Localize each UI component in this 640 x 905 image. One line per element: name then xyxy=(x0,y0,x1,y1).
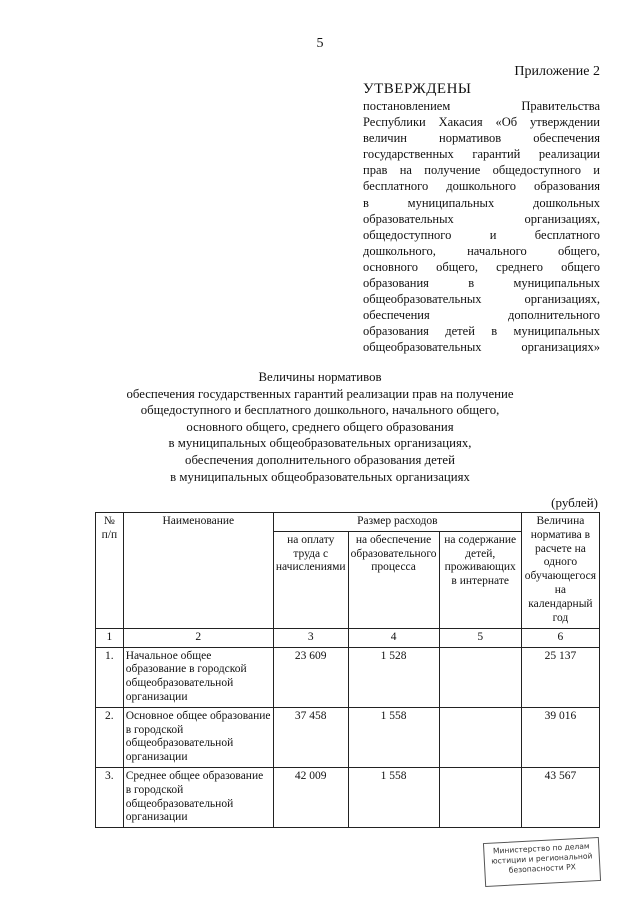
title-line: обеспечения дополнительного образования детей xyxy=(185,452,455,467)
approval-line: постановлением Правительства xyxy=(363,99,600,113)
approval-line: образования детей в муниципальных xyxy=(363,324,600,339)
row-total: 43 567 xyxy=(521,767,599,827)
header-labor: на оплату труда с начислениями xyxy=(273,531,348,628)
row-num: 2. xyxy=(96,707,124,767)
approval-line: основного общего, среднего общего xyxy=(363,259,600,274)
row-num: 3. xyxy=(96,767,124,827)
row-boarding xyxy=(439,767,521,827)
stamp-line: Министерство по делам xyxy=(492,841,590,856)
approval-line: общеобразовательных организациях, xyxy=(363,292,600,307)
approval-line: образования в муниципальных xyxy=(363,276,600,291)
row-labor: 37 458 xyxy=(273,707,348,767)
approval-line: государственных гарантий реализации xyxy=(363,147,600,162)
approval-title: УТВЕРЖДЕНЫ xyxy=(363,81,472,97)
approval-line: величин нормативов обеспечения xyxy=(363,131,600,146)
appendix-label: Приложение 2 xyxy=(514,64,600,79)
title-line: обеспечения государственных гарантий реализации прав на получение xyxy=(126,386,514,401)
header-boarding: на содержание детей, проживающих в интернате xyxy=(439,531,521,628)
norms-table xyxy=(95,512,600,828)
approval-line: общедоступного и бесплатного xyxy=(363,227,600,242)
header-expenses: Размер расходов xyxy=(273,513,521,532)
ministry-stamp xyxy=(483,837,601,887)
title-line: Величины нормативов xyxy=(258,370,382,384)
row-total: 39 016 xyxy=(521,707,599,767)
table-row xyxy=(96,647,600,707)
row-labor: 23 609 xyxy=(273,647,348,707)
row-edu: 1 558 xyxy=(348,707,439,767)
title-line: в муниципальных общеобразовательных организациях xyxy=(170,469,470,484)
column-index: 2 xyxy=(123,628,273,647)
approval-line: обеспечения дополнительного xyxy=(363,308,600,323)
row-edu: 1 528 xyxy=(348,647,439,707)
row-name: Основное общее образование в городской общеобразовательной организации xyxy=(123,707,273,767)
stamp-line: безопасности РХ xyxy=(508,862,577,875)
row-num: 1. xyxy=(96,647,124,707)
row-edu: 1 558 xyxy=(348,767,439,827)
column-index: 4 xyxy=(348,628,439,647)
column-index: 1 xyxy=(96,628,124,647)
approval-text xyxy=(363,98,600,356)
row-boarding xyxy=(439,707,521,767)
column-index: 3 xyxy=(273,628,348,647)
title-line: основного общего, среднего общего образования xyxy=(186,419,454,434)
title-line: в муниципальных общеобразовательных организациях, xyxy=(168,436,472,451)
header-num: № п/п xyxy=(96,513,124,629)
page-number: 5 xyxy=(316,36,324,51)
currency-note: (рублей) xyxy=(551,495,598,510)
approval-line: прав на получение общедоступного и xyxy=(363,163,600,178)
table-row xyxy=(96,767,600,827)
header-total: Величина норматива в расчете на одного обучающегося на календарный год xyxy=(521,513,599,629)
header-name: Наименование xyxy=(123,513,273,629)
approval-line: Республики Хакасия «Об утверждении xyxy=(363,115,600,130)
row-total: 25 137 xyxy=(521,647,599,707)
document-title xyxy=(40,369,600,485)
stamp-line: юстиции и региональной xyxy=(490,851,593,866)
approval-line: бесплатного дошкольного образования xyxy=(363,179,600,194)
column-index-row xyxy=(96,628,600,647)
approval-line: общеобразовательных организациях» xyxy=(363,340,600,355)
approval-line: в муниципальных дошкольных xyxy=(363,195,600,210)
approval-block xyxy=(363,80,600,356)
row-labor: 42 009 xyxy=(273,767,348,827)
title-line: общедоступного и бесплатного дошкольного, начального общего, xyxy=(140,403,500,418)
table-row xyxy=(96,707,600,767)
header-edu-process: на обеспечение образовательного процесса xyxy=(348,531,439,628)
approval-line: образовательных организациях, xyxy=(363,211,600,226)
row-boarding xyxy=(439,647,521,707)
row-name: Начальное общее образование в городской общеобразовательной организации xyxy=(123,647,273,707)
column-index: 5 xyxy=(439,628,521,647)
column-index: 6 xyxy=(521,628,599,647)
row-name: Среднее общее образование в городской общеобразовательной организации xyxy=(123,767,273,827)
approval-line: дошкольного, начального общего, xyxy=(363,243,600,258)
header-row xyxy=(96,513,600,532)
